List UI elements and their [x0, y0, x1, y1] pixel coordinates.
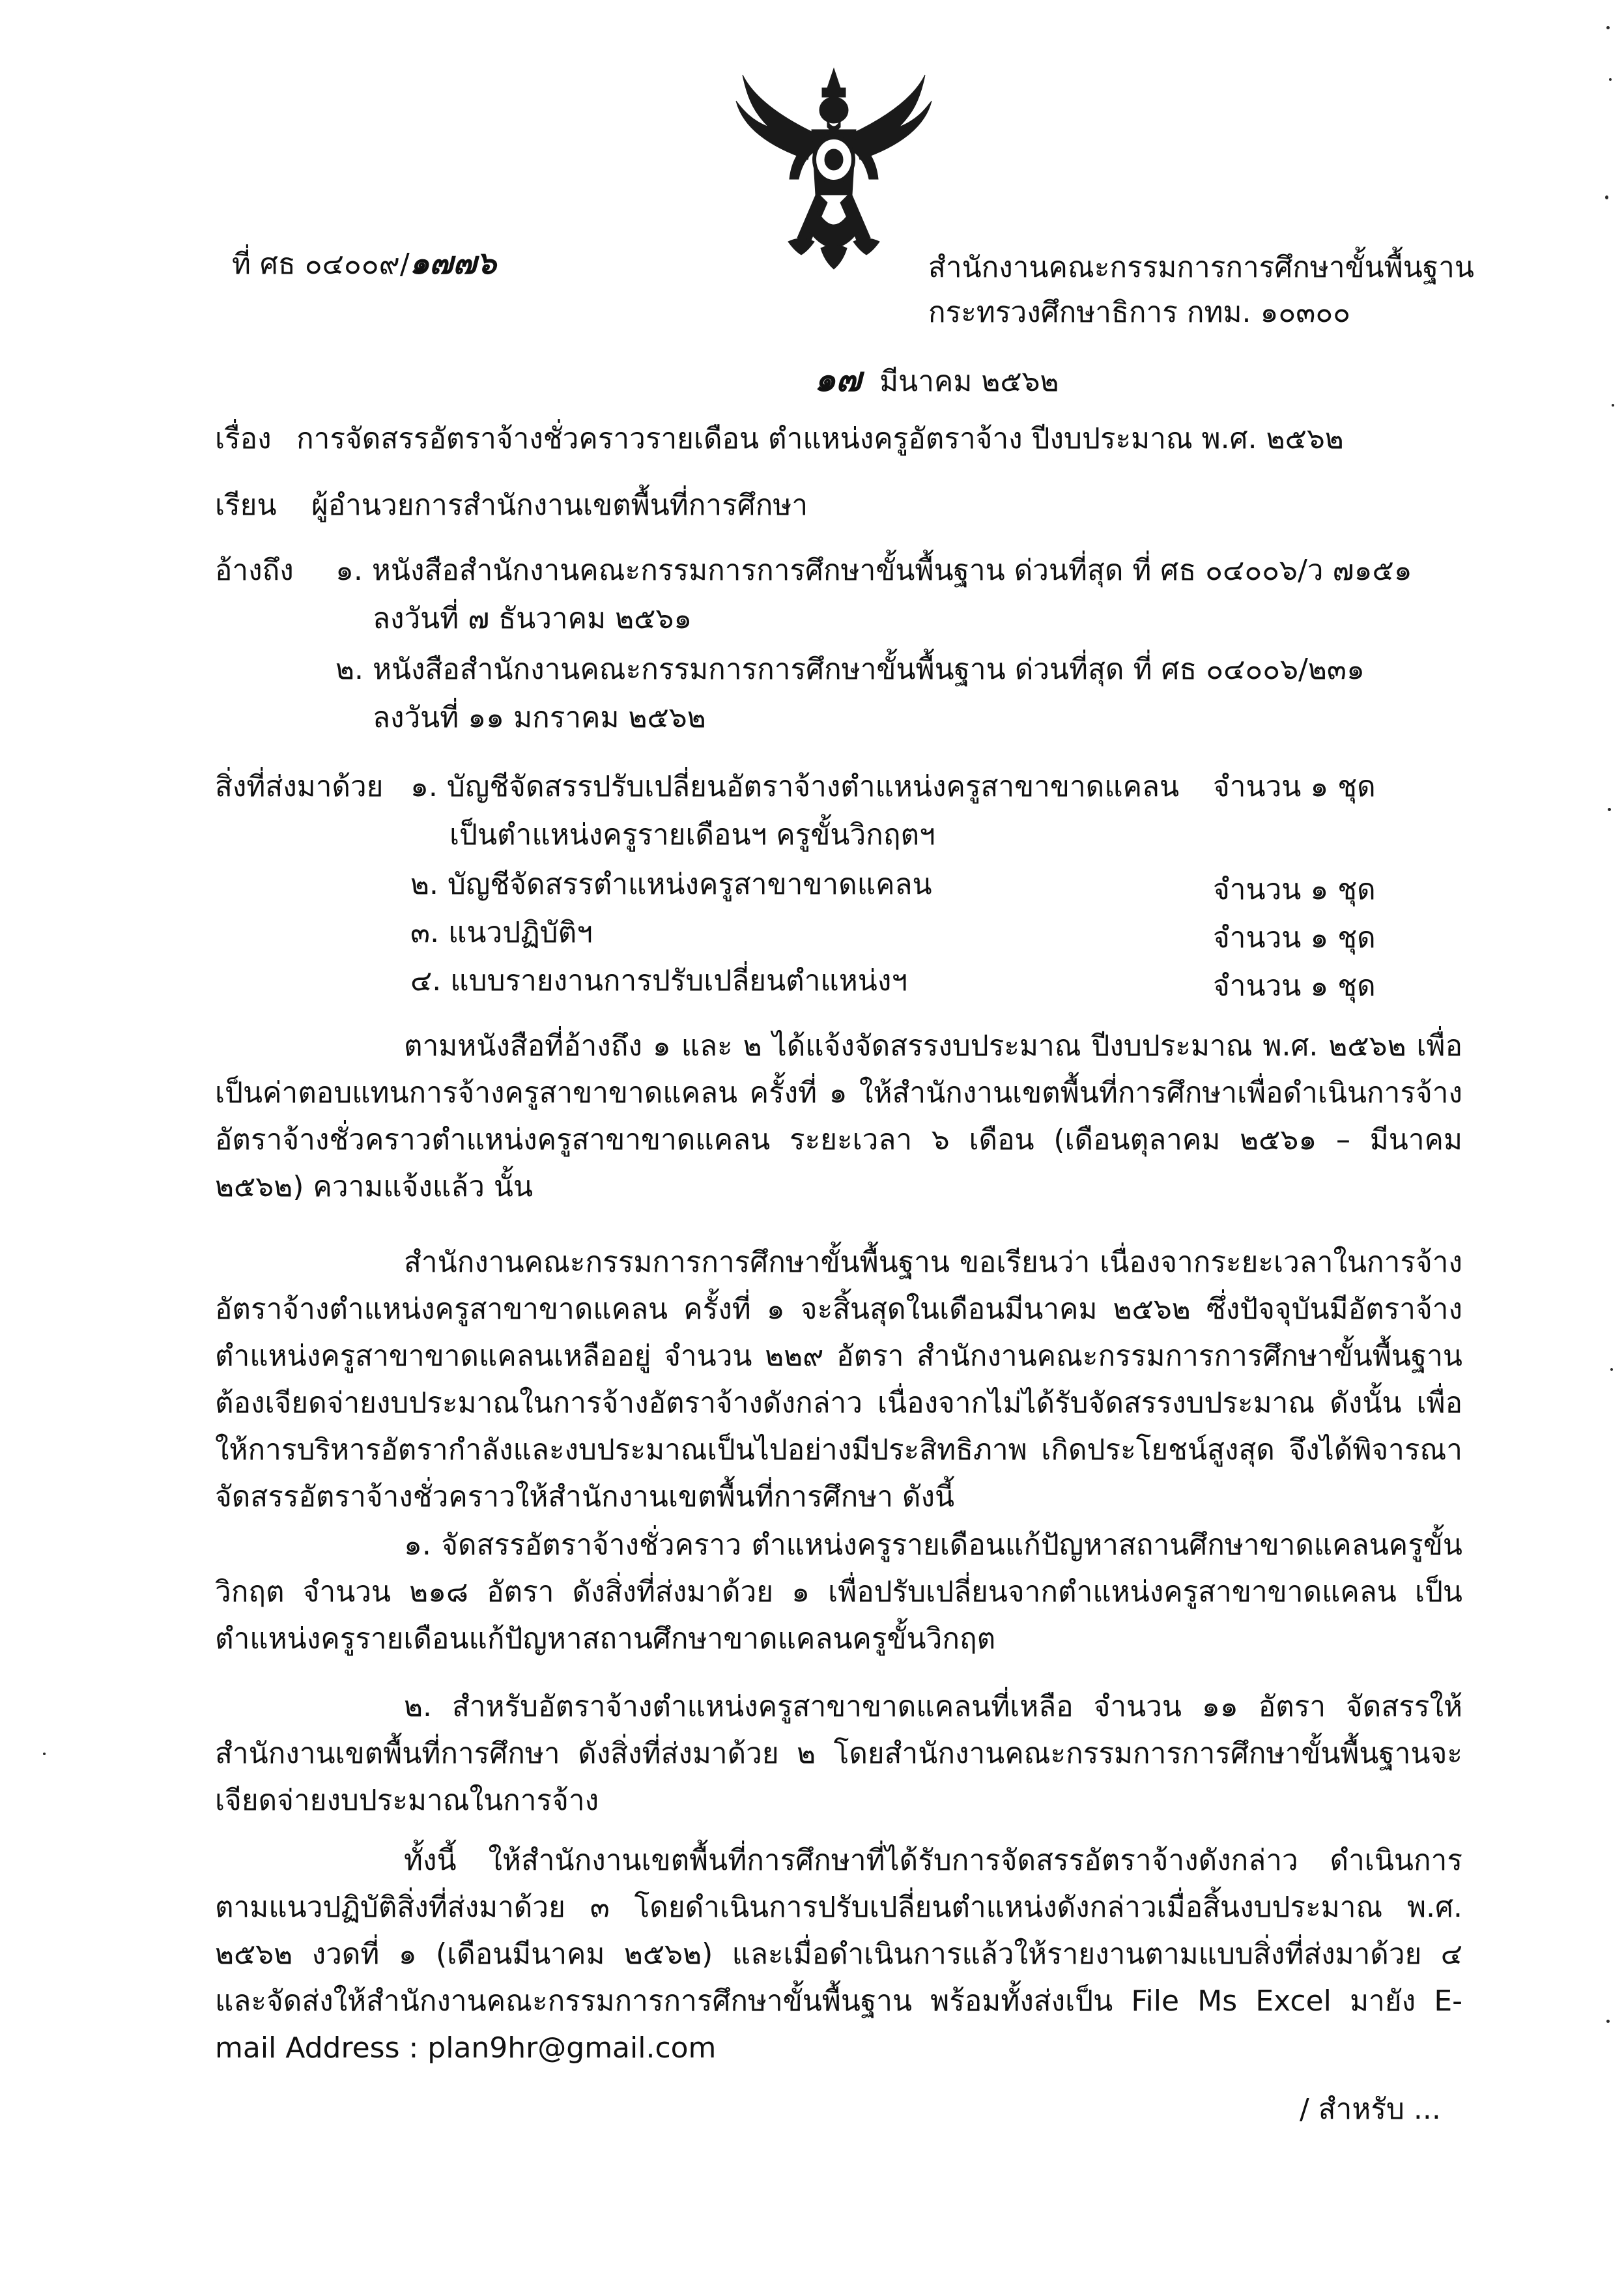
- body-paragraph-3: ๑. จัดสรรอัตราจ้างชั่วคราว ตำแหน่งครูรายเดือนแก้ปัญหาสถานศึกษาขาดแคลนครูขั้นวิกฤต จำนวน ๒๑๘ อัตรา ดังสิ่งที่ส่งมาด้วย ๑ เพื่อปรับเปลี่ยนจากตำแหน่งครูสาขาขาดแคลน เป็นตำแหน่งครูรายเดือนแก้ปัญหาสถานศึกษาขาดแคลนครูขั้นวิกฤต: [215, 1528, 1462, 1655]
- enclosure-item-2-qty: จำนวน ๑ ชุด: [1213, 873, 1376, 906]
- scan-speck: [1606, 26, 1610, 29]
- date-day-handwritten: ๑๗: [814, 360, 862, 399]
- scan-speck: [1606, 2020, 1610, 2023]
- enclosures-label: สิ่งที่ส่งมาด้วย: [215, 770, 384, 803]
- enclosure-item-3: ๓. แนวปฏิบัติฯ: [410, 916, 593, 949]
- body-paragraph-2: สำนักงานคณะกรรมการการศึกษาขั้นพื้นฐาน ขอเรียนว่า เนื่องจากระยะเวลาในการจ้างอัตราจ้างตำแหน่งครูสาขาขาดแคลน ครั้งที่ ๑ จะสิ้นสุดในเดือนมีนาคม ๒๕๖๒ ซึ่งปัจจุบันมีอัตราจ้าง ตำแหน่งครูสาขาขาดแคลนเหลืออยู่ จำนวน ๒๒๙ อัตรา สำนักงานคณะกรรมการการศึกษาขั้นพื้นฐานต้องเจียดจ่ายงบประมาณในการจ้างอัตราจ้างดังกล่าว เนื่องจากไม่ได้รับจัดสรรงบประมาณ ดังนั้น เพื่อให้การบริหารอัตรากำลังและงบประมาณเป็นไปอย่างมีประสิทธิภาพ เกิดประโยชน์สูงสุด จึงได้พิจารณาจัดสรรอัตราจ้างชั่วคราวให้สำนักงานเขตพื้นที่การศึกษา ดังนี้: [215, 1246, 1462, 1513]
- reference-item-2-line1: ๒. หนังสือสำนักงานคณะกรรมการการศึกษาขั้นพื้นฐาน ด่วนที่สุด ที่ ศธ ๐๔๐๐๖/๒๓๑: [335, 653, 1365, 686]
- reference-number: [232, 245, 496, 283]
- body-paragraph-5: ทั้งนี้ ให้สำนักงานเขตพื้นที่การศึกษาที่ได้รับการจัดสรรอัตราจ้างดังกล่าว ดำเนินการตามแนวปฏิบัติสิ่งที่ส่งมาด้วย ๓ โดยดำเนินการปรับเปลี่ยนตำแหน่งดังกล่าวเมื่อสิ้นงบประมาณ พ.ศ. ๒๕๖๒ งวดที่ ๑ (เดือนมีนาคม ๒๕๖๒) และเมื่อดำเนินการแล้วให้รายงานตามแบบสิ่งที่ส่งมาด้วย ๔ และจัดส่งให้สำนักงานคณะกรรมการการศึกษาขั้นพื้นฐาน พร้อมทั้งส่งเป็น File Ms Excel มายัง E-mail Address : plan9hr@gmail.com: [215, 1844, 1463, 2065]
- enclosure-item-3-qty: จำนวน ๑ ชุด: [1213, 921, 1376, 954]
- recipient-label: เรียน: [215, 489, 277, 522]
- scan-speck: [43, 1753, 46, 1755]
- letter-date: [814, 362, 1059, 400]
- enclosure-item-4-qty: จำนวน ๑ ชุด: [1213, 969, 1376, 1003]
- date-month-year: มีนาคม ๒๕๖๒: [879, 365, 1059, 398]
- issuing-office-address: กระทรวงศึกษาธิการ กทม. ๑๐๓๐๐: [928, 296, 1351, 329]
- enclosure-item-1-line1: ๑. บัญชีจัดสรรปรับเปลี่ยนอัตราจ้างตำแหน่งครูสาขาขาดแคลน: [410, 770, 1180, 803]
- continued-marker: / สำหรับ ...: [1300, 2093, 1441, 2126]
- reference-item-1-line2: ลงวันที่ ๗ ธันวาคม ๒๕๖๑: [373, 602, 692, 635]
- references-label: อ้างถึง: [215, 554, 294, 587]
- body-paragraph-4: ๒. สำหรับอัตราจ้างตำแหน่งครูสาขาขาดแคลนที่เหลือ จำนวน ๑๑ อัตรา จัดสรรให้สำนักงานเขตพื้นที่การศึกษา ดังสิ่งที่ส่งมาด้วย ๒ โดยสำนักงานคณะกรรมการการศึกษาขั้นพื้นฐานจะเจียดจ่ายงบประมาณในการจ้าง: [215, 1690, 1462, 1817]
- reference-item-1-line1: ๑. หนังสือสำนักงานคณะกรรมการการศึกษาขั้นพื้นฐาน ด่วนที่สุด ที่ ศธ ๐๔๐๐๖/ว ๗๑๕๑: [335, 554, 1412, 587]
- enclosure-item-1-qty: จำนวน ๑ ชุด: [1213, 770, 1376, 803]
- enclosure-item-4: ๔. แบบรายงานการปรับเปลี่ยนตำแหน่งฯ: [410, 964, 908, 997]
- garuda-emblem-icon: [730, 62, 938, 277]
- scan-speck: [1609, 78, 1612, 81]
- issuing-office-name: สำนักงานคณะกรรมการการศึกษาขั้นพื้นฐาน: [928, 251, 1474, 284]
- subject-text: การจัดสรรอัตราจ้างชั่วคราวรายเดือน ตำแหน่งครูอัตราจ้าง ปีงบประมาณ พ.ศ. ๒๕๖๒: [296, 422, 1344, 455]
- enclosure-item-1-line2: เป็นตำแหน่งครูรายเดือนฯ ครูขั้นวิกฤตฯ: [449, 818, 935, 852]
- scan-speck: [1605, 195, 1608, 199]
- subject-label: เรื่อง: [215, 422, 272, 455]
- scan-speck: [1612, 404, 1614, 407]
- reference-item-2-line2: ลงวันที่ ๑๑ มกราคม ๒๕๖๒: [373, 701, 706, 734]
- enclosure-item-2: ๒. บัญชีจัดสรรตำแหน่งครูสาขาขาดแคลน: [410, 868, 932, 901]
- reference-number-handwritten: ๑๗๗๖: [409, 245, 496, 281]
- body-paragraph-1: ตามหนังสือที่อ้างถึง ๑ และ ๒ ได้แจ้งจัดสรรงบประมาณ ปีงบประมาณ พ.ศ. ๒๕๖๒ เพื่อเป็นค่าตอบแทนการจ้างครูสาขาขาดแคลน ครั้งที่ ๑ ให้สำนักงานเขตพื้นที่การศึกษาเพื่อดำเนินการจ้างอัตราจ้างชั่วคราวตำแหน่งครูสาขาขาดแคลน ระยะเวลา ๖ เดือน (เดือนตุลาคม ๒๕๖๑ – มีนาคม ๒๕๖๒) ความแจ้งแล้ว นั้น: [215, 1029, 1462, 1203]
- scan-speck: [1610, 1368, 1613, 1371]
- reference-number-prefix: ที่ ศธ ๐๔๐๐๙/: [232, 248, 410, 281]
- scan-speck: [1608, 808, 1611, 811]
- recipient-text: ผู้อำนวยการสำนักงานเขตพื้นที่การศึกษา: [311, 489, 808, 522]
